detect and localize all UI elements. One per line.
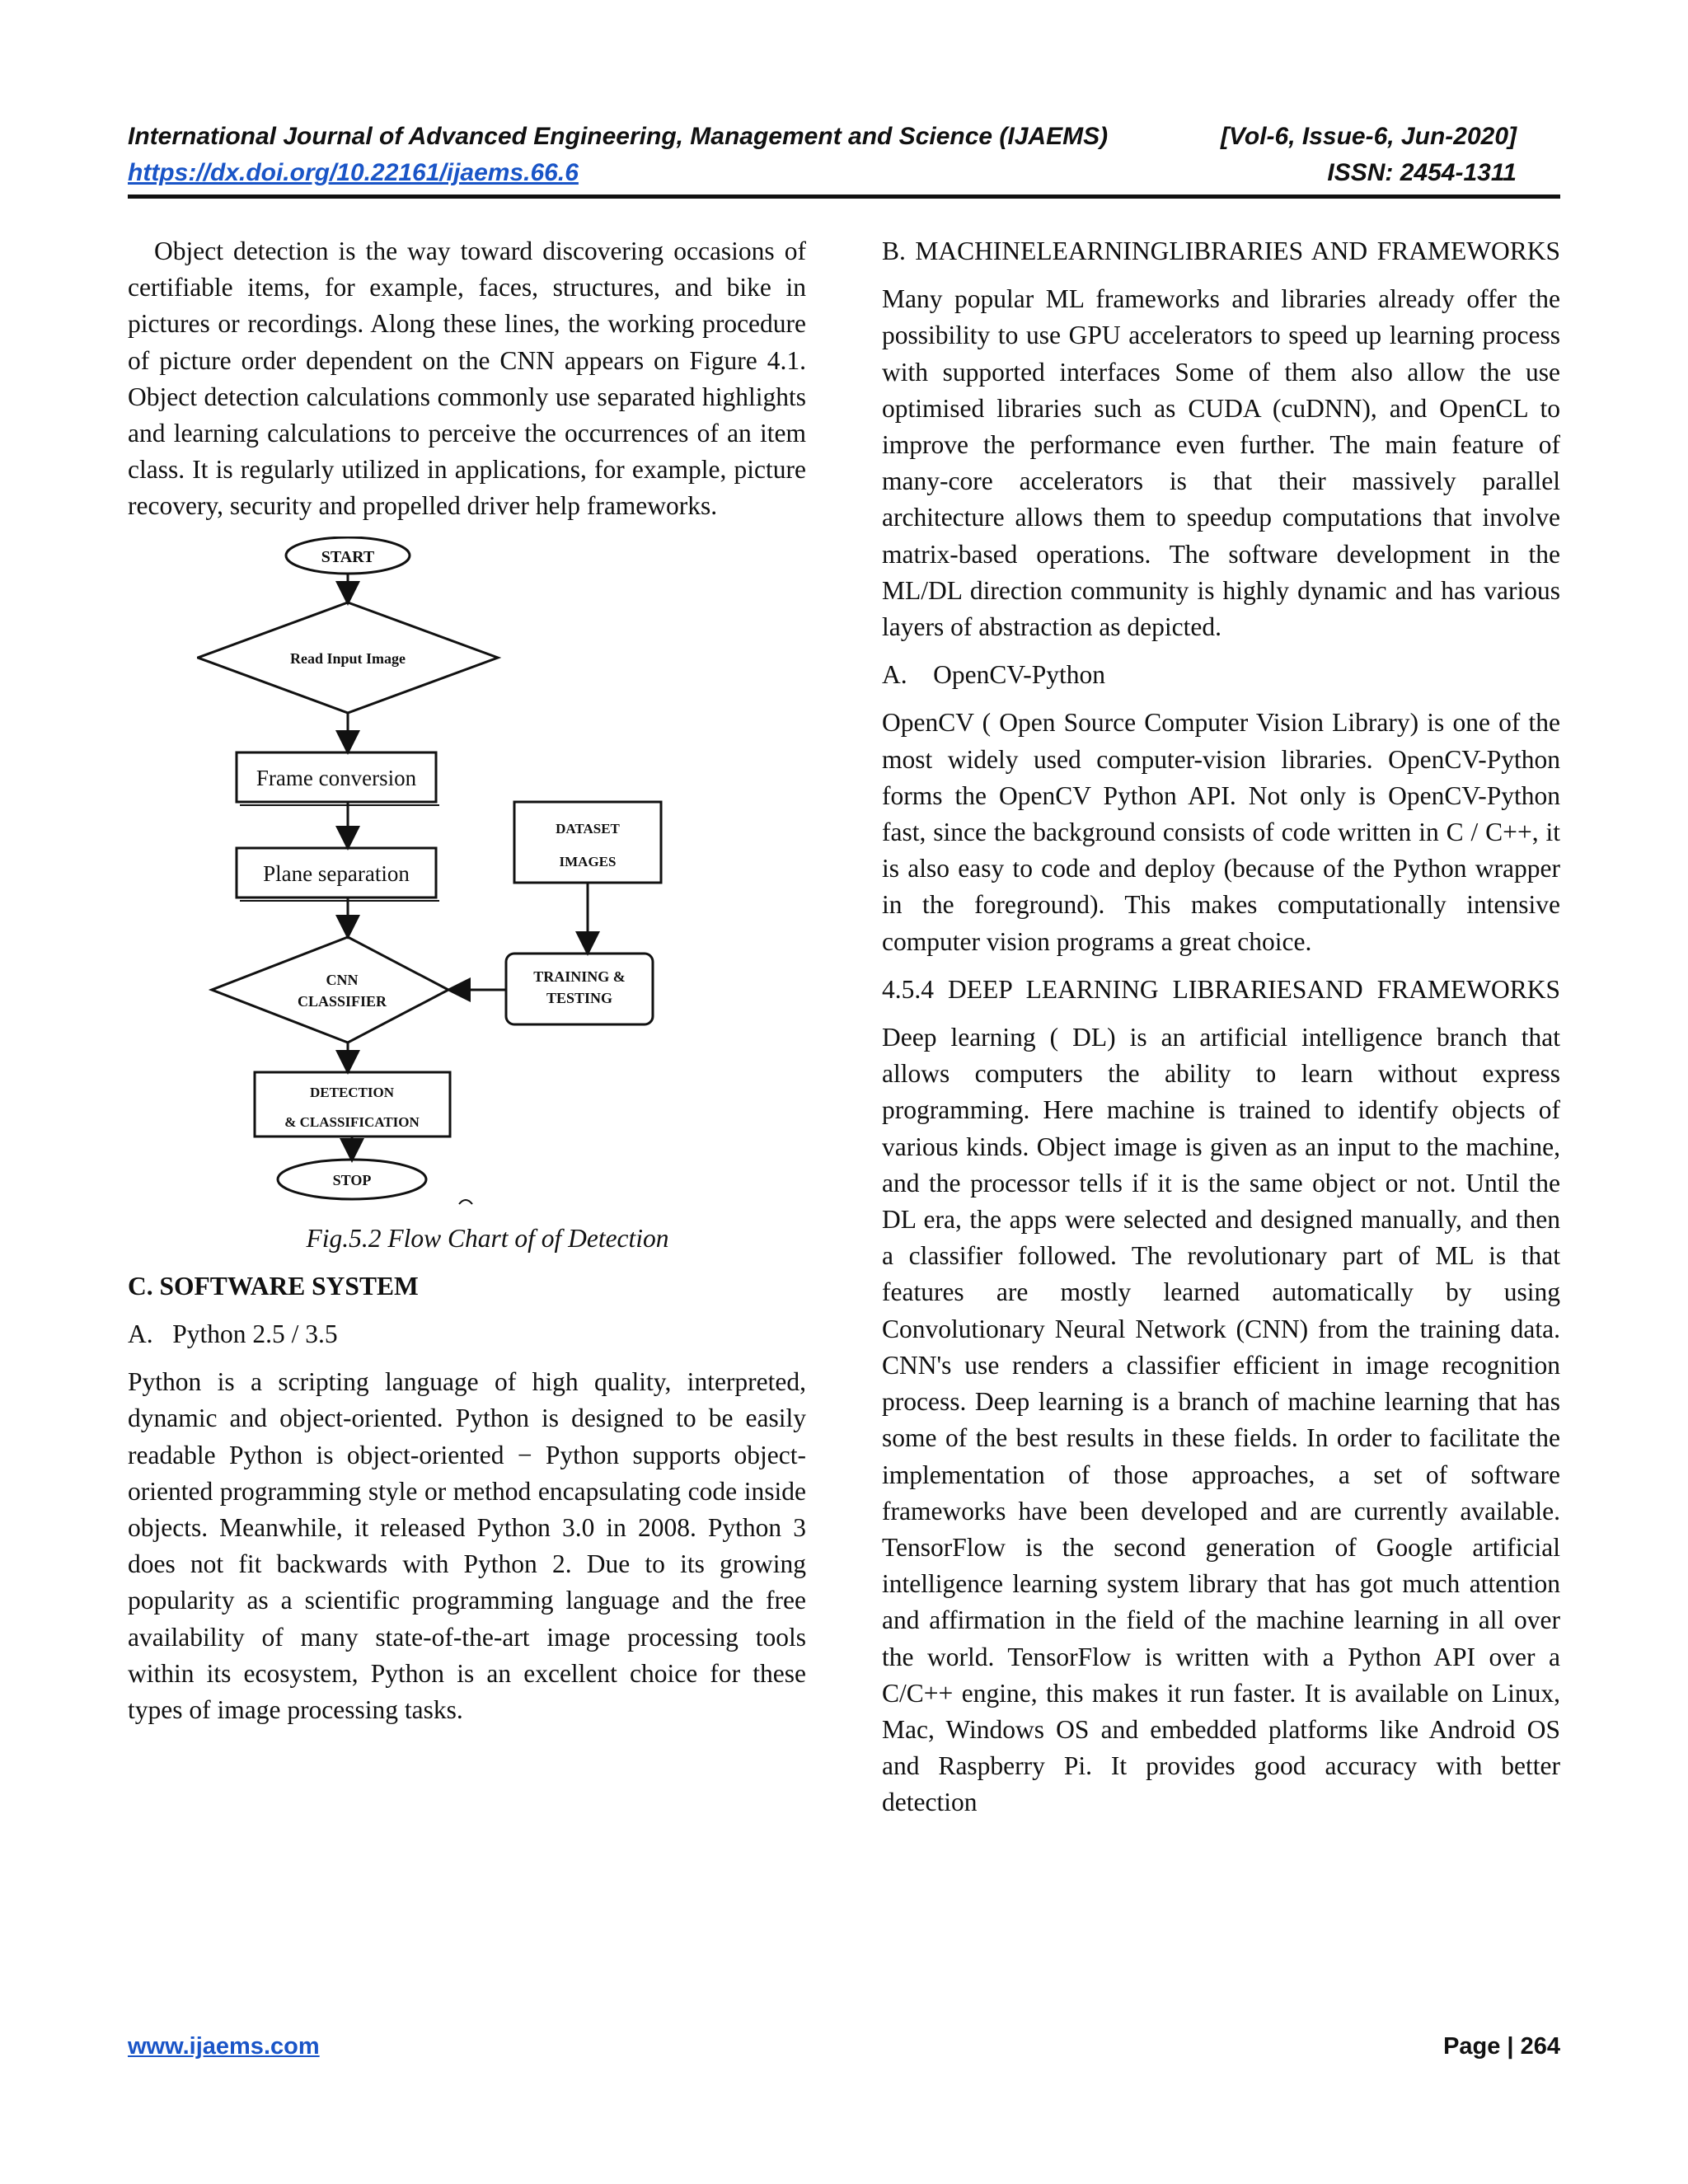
dataset-label-1: DATASET bbox=[556, 820, 620, 837]
training-testing-node bbox=[506, 954, 653, 1024]
issn: ISSN: 2454-1311 bbox=[1327, 159, 1517, 186]
page-footer bbox=[128, 2033, 1560, 2060]
section-heading: C. SOFTWARE SYSTEM bbox=[128, 1271, 419, 1301]
journal-title: International Journal of Advanced Engineering, Management and Science (IJAEMS) bbox=[128, 123, 1109, 150]
training-label-1: TRAINING & bbox=[533, 968, 626, 985]
detection-label-1: DETECTION bbox=[309, 1084, 395, 1100]
read-input-label: Read Input Image bbox=[289, 649, 406, 667]
intro-paragraph: Object detection is the way toward discovering occasions of certifiable items, for example, faces, structures, and bike in pictures or recordings. Along these lines, the working procedure of picture order dependent on the CNN appears on Figure 4.1. Object detection calculations commonly use separated highlights and learning calculations to perceive the occurrences of an item class. It is regularly utilized in applications, for example, picture recovery, security and propelled driver help frameworks. bbox=[128, 237, 806, 521]
opencv-heading: A. OpenCV-Python bbox=[882, 660, 1105, 690]
header-rule bbox=[128, 194, 1560, 199]
python-paragraph: Python is a scripting language of high quality, interpreted, dynamic and object-oriented. Python is designed to be easily readable Python is object-oriented − Python supports object-oriented programming style or method encapsulating code inside objects. Meanwhile, it released Python 3.0 in 2008. Python 3 does not fit backwards with Python 2. Due to its growing popularity as a scientific programming language and the free availability of many state-of-the-art image processing tools within its ecosystem, Python is an excellent choice for these types of image processing tasks. bbox=[128, 1367, 806, 1725]
dataset-images-node bbox=[514, 802, 661, 883]
opencv-paragraph: OpenCV ( Open Source Computer Vision Library) is one of the most widely used computer-vision libraries. OpenCV-Python forms the OpenCV Python API. Not only is OpenCV-Python fast, since the background consists of code written in C / C++, it is also easy to code and deploy (because of the Python wrapper in the foreground). This makes computationally intensive computer vision programs a great choice. bbox=[882, 708, 1560, 956]
cnn-label-1: CNN bbox=[326, 971, 359, 988]
plane-separation-label: Plane separation bbox=[263, 860, 410, 886]
frame-conversion-label: Frame conversion bbox=[256, 765, 417, 790]
page-number: Page | 264 bbox=[1443, 2033, 1560, 2060]
right-column bbox=[882, 233, 1560, 1833]
dataset-label-2: IMAGES bbox=[559, 853, 617, 869]
dl-paragraph: Deep learning ( DL) is an artificial intelligence branch that allows computers the ability to learn without express programming. Here machine is trained to identify objects of various kinds. Object image is given as an input to the machine, and the processor tells if it is the same object or not. Until the DL era, the apps were selected and designed manually, and then a classifier followed. The revolutionary part of ML is that features are mostly learned automatically by using Convolutionary Neural Network (CNN) from the training data. CNN's use renders a classifier efficient in image recognition process. Deep learning is a branch of machine learning that has some of the best results in these fields. In order to facilitate the implementation of those approaches, a set of software frameworks have been developed and are currently available. TensorFlow is the second generation of Google artificial intelligence learning system library that has got much attention and affirmation in the field of the machine learning in all over the world. TensorFlow is written with a Python API over a C/C++ engine, this makes it run faster. It is available on Linux, Mac, Windows OS and embedded platforms like Android OS and Raspberry Pi. It provides good accuracy with better detection bbox=[882, 1023, 1560, 1817]
cnn-label-2: CLASSIFIER bbox=[297, 992, 387, 1010]
figure-caption: Fig.5.2 Flow Chart of of Detection bbox=[306, 1223, 669, 1253]
dl-heading: 4.5.4 DEEP LEARNING LIBRARIESAND FRAMEWORKS bbox=[882, 974, 1560, 1004]
ml-paragraph: Many popular ML frameworks and libraries already offer the possibility to use GPU accelerators to speed up learning process with supported interfaces Some of them also allow the use optimised libraries such as CUDA (cuDNN), and OpenCL to improve the performance even further. The main feature of many-core accelerators is that their massively parallel architecture allows them to speedup computations that involve matrix-based operations. The software development in the ML/DL direction community is highly dynamic and has various layers of abstraction as depicted. bbox=[882, 284, 1560, 642]
stop-label: STOP bbox=[332, 1171, 372, 1188]
left-column bbox=[128, 233, 806, 1740]
detection-label-2: & CLASSIFICATION bbox=[284, 1113, 420, 1130]
training-label-2: TESTING bbox=[546, 989, 613, 1006]
volume-info: [Vol-6, Issue-6, Jun-2020] bbox=[1220, 123, 1517, 150]
ml-libraries-heading: B. MACHINELEARNINGLIBRARIES AND FRAMEWORKS bbox=[882, 237, 1560, 265]
page-header bbox=[128, 119, 1517, 191]
doi-link[interactable]: https://dx.doi.org/10.22161/ijaems.66.6 bbox=[128, 159, 579, 186]
start-label: START bbox=[321, 547, 375, 566]
site-link[interactable]: www.ijaems.com bbox=[128, 2033, 320, 2060]
subsection-heading: A. Python 2.5 / 3.5 bbox=[128, 1319, 338, 1349]
cnn-classifier-node bbox=[212, 937, 448, 1043]
flowchart-figure bbox=[197, 537, 708, 1212]
